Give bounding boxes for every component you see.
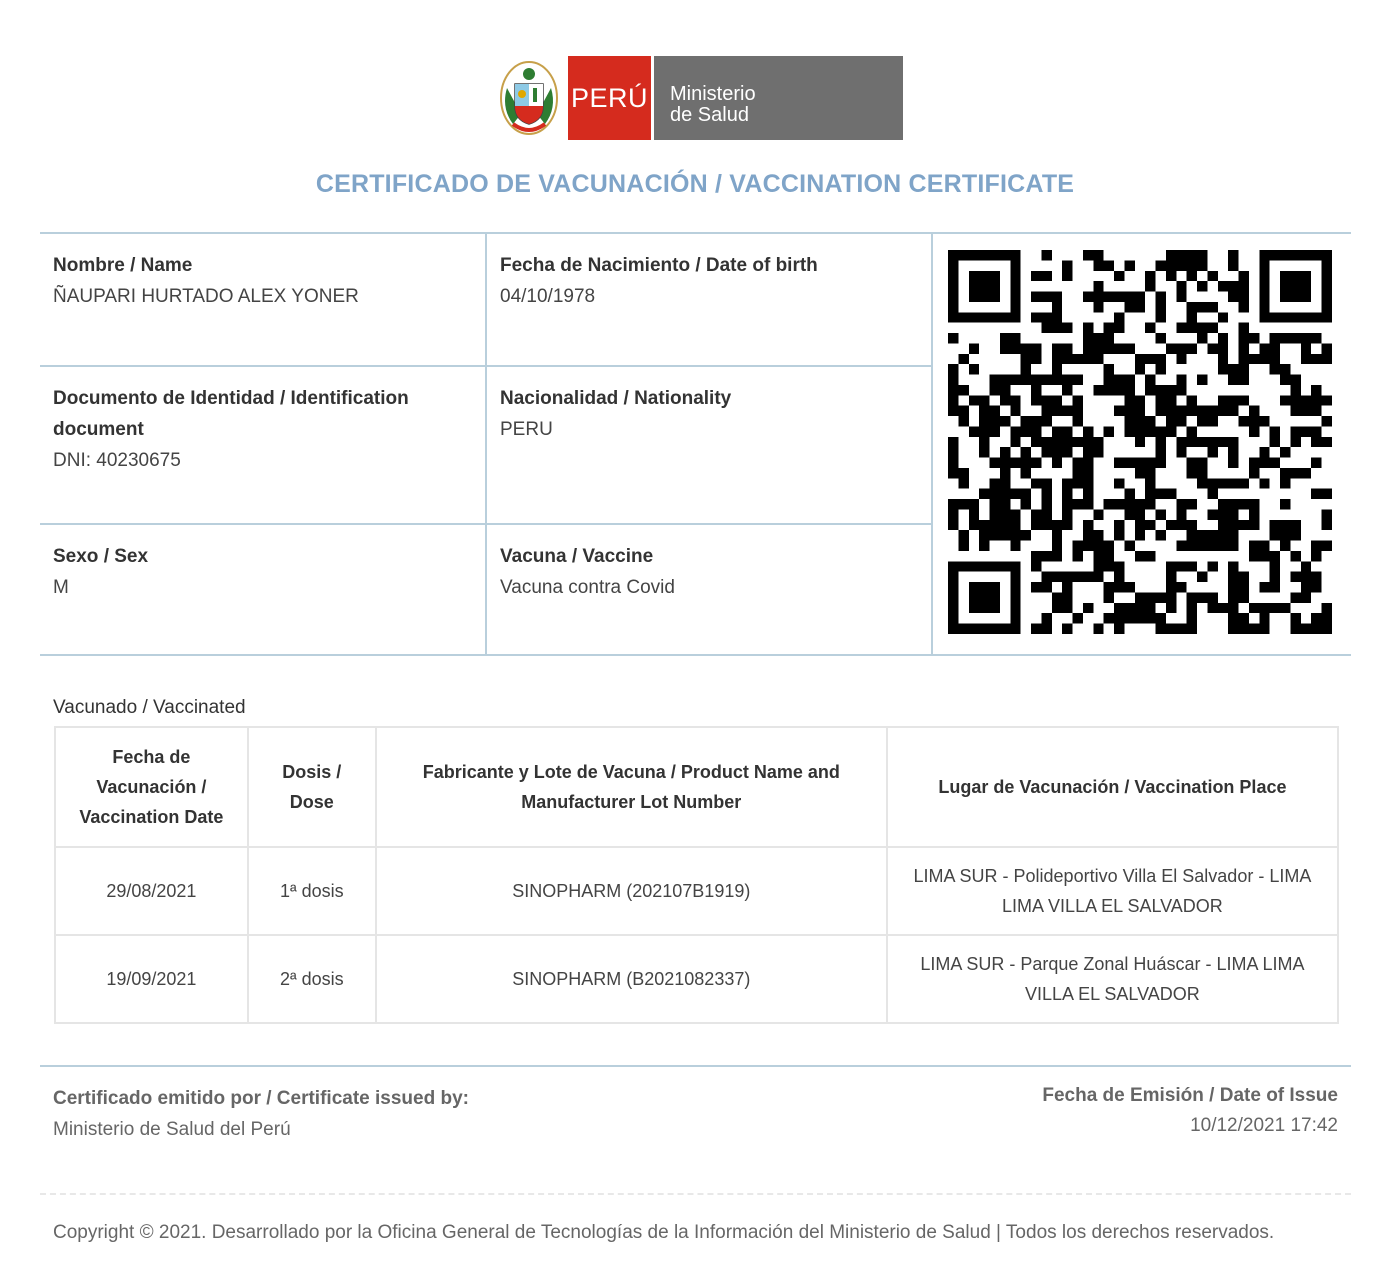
nationality-value: PERU <box>500 419 553 440</box>
dob-value: 04/10/1978 <box>500 286 596 307</box>
row-dose: 1ª dosis <box>248 847 376 935</box>
sex-label: Sexo / Sex <box>53 546 149 567</box>
vaccination-table <box>54 726 1339 1024</box>
row-dose: 2ª dosis <box>248 935 376 1023</box>
qr-code <box>948 250 1332 634</box>
row-place: LIMA SUR - Polideportivo Villa El Salvador - LIMA LIMA VILLA EL SALVADOR <box>887 847 1338 935</box>
header-product: Fabricante y Lote de Vacuna / Product Name and Manufacturer Lot Number <box>376 727 887 847</box>
table-row <box>55 847 1338 935</box>
ministry-logo <box>498 56 903 140</box>
row-place: LIMA SUR - Parque Zonal Huáscar - LIMA LIMA VILLA EL SALVADOR <box>887 935 1338 1023</box>
vaccine-label: Vacuna / Vaccine <box>500 546 654 567</box>
issued-by <box>53 1083 469 1145</box>
logo-ministry <box>651 56 903 140</box>
personal-info-grid <box>40 232 1351 656</box>
issue-date-value: 10/12/2021 17:42 <box>1190 1115 1338 1136</box>
logo-ministry-line1: Ministerio <box>670 83 756 105</box>
dashed-divider <box>40 1193 1351 1195</box>
header-dose: Dosis / Dose <box>248 727 376 847</box>
name-label: Nombre / Name <box>53 255 193 276</box>
name-value: ÑAUPARI HURTADO ALEX YONER <box>53 286 359 307</box>
table-row <box>55 935 1338 1023</box>
divider <box>931 234 933 654</box>
dob-label: Fecha de Nacimiento / Date of birth <box>500 255 818 276</box>
document-label: Documento de Identidad / Identification document <box>53 388 409 440</box>
coat-of-arms-icon <box>498 56 560 140</box>
sex-value: M <box>53 577 69 598</box>
row-date: 29/08/2021 <box>55 847 248 935</box>
header-date: Fecha de Vacunación / Vaccination Date <box>55 727 248 847</box>
nationality-cell <box>487 367 931 445</box>
sex-cell <box>40 525 485 603</box>
dob-cell <box>487 234 931 312</box>
logo-country: PERÚ <box>568 56 651 140</box>
document-cell <box>40 367 460 476</box>
vaccine-value: Vacuna contra Covid <box>500 577 675 598</box>
divider <box>40 1065 1351 1067</box>
document-value: DNI: 40230675 <box>53 450 181 471</box>
issued-by-label: Certificado emitido por / Certificate issued by: <box>53 1088 469 1109</box>
copyright-text: Copyright © 2021. Desarrollado por la Oficina General de Tecnologías de la Información del Ministerio de Salud | Todos los derechos reservados. <box>53 1222 1275 1243</box>
table-header-row <box>55 727 1338 847</box>
issue-date <box>1042 1081 1338 1141</box>
row-date: 19/09/2021 <box>55 935 248 1023</box>
header-place: Lugar de Vacunación / Vaccination Place <box>887 727 1338 847</box>
row-product: SINOPHARM (202107B1919) <box>376 847 887 935</box>
issued-by-value: Ministerio de Salud del Perú <box>53 1119 291 1140</box>
logo-ministry-line2: de Salud <box>670 104 749 126</box>
vaccinated-caption: Vacunado / Vaccinated <box>53 697 246 718</box>
certificate-title: CERTIFICADO DE VACUNACIÓN / VACCINATION CERTIFICATE <box>315 170 1075 198</box>
name-cell <box>40 234 485 312</box>
row-product: SINOPHARM (B2021082337) <box>376 935 887 1023</box>
nationality-label: Nacionalidad / Nationality <box>500 388 732 409</box>
vaccine-cell <box>487 525 931 603</box>
issue-date-label: Fecha de Emisión / Date of Issue <box>1042 1085 1338 1106</box>
